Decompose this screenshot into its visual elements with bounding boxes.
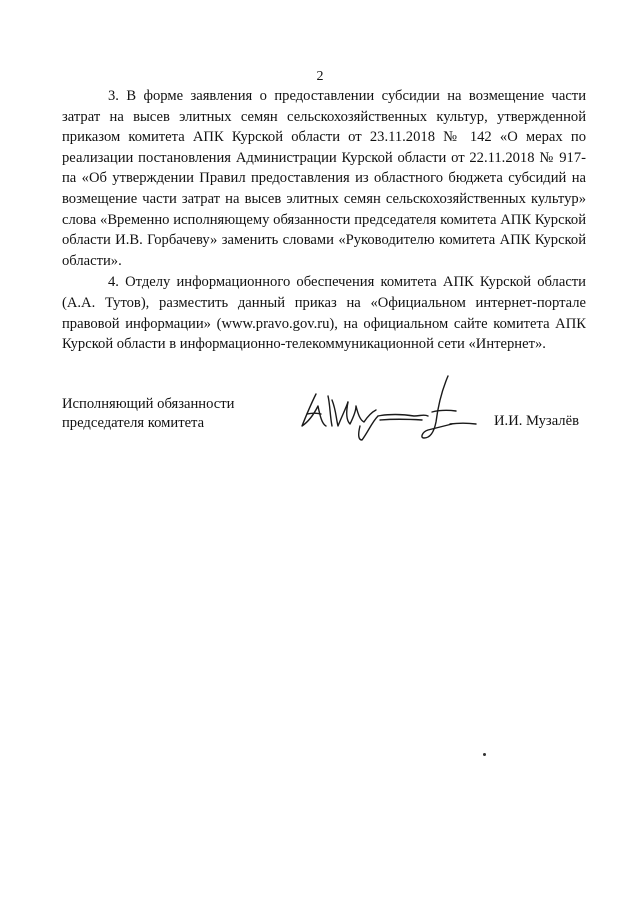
document-body bbox=[62, 86, 586, 355]
signatory-position-line-1: Исполняющий обязанности bbox=[62, 396, 235, 412]
handwritten-signature bbox=[298, 372, 478, 448]
signatory-position-line-2: председателя комитета bbox=[62, 414, 205, 431]
signatory-position bbox=[62, 395, 234, 432]
scan-speck bbox=[483, 753, 486, 756]
paragraph-4: 4. Отделу информационного обеспечения комитета АПК Курской области (А.А. Тутов), разместить данный приказ на «Официальном интернет-портале правовой информации» (www.pravo.gov.ru), на официальном сайте комитета АПК Курской области в информационно-телекоммуникационной сети «Интернет». bbox=[62, 274, 586, 353]
paragraph-3: 3. В форме заявления о предоставлении субсидии на возмещение части затрат на высев элитных семян сельскохозяйственных культур, утвержденной приказом комитета АПК Курской области от 23.11.2018 № 142 «О мерах по реализации постановления Администрации Курской области от 22.11.2018 № 917-па «Об утверждении Правил предоставления из областного бюджета субсидий на возмещение части затрат на высев элитных семян сельскохозяйственных культур» слова «Временно исполняющему обязанности председателя комитета АПК Курской области И.В. Горбачеву» заменить словами «Руководителю комитета АПК Курской области». bbox=[62, 88, 586, 269]
signatory-name: И.И. Музалёв bbox=[494, 413, 579, 429]
page-number: 2 bbox=[316, 69, 324, 84]
